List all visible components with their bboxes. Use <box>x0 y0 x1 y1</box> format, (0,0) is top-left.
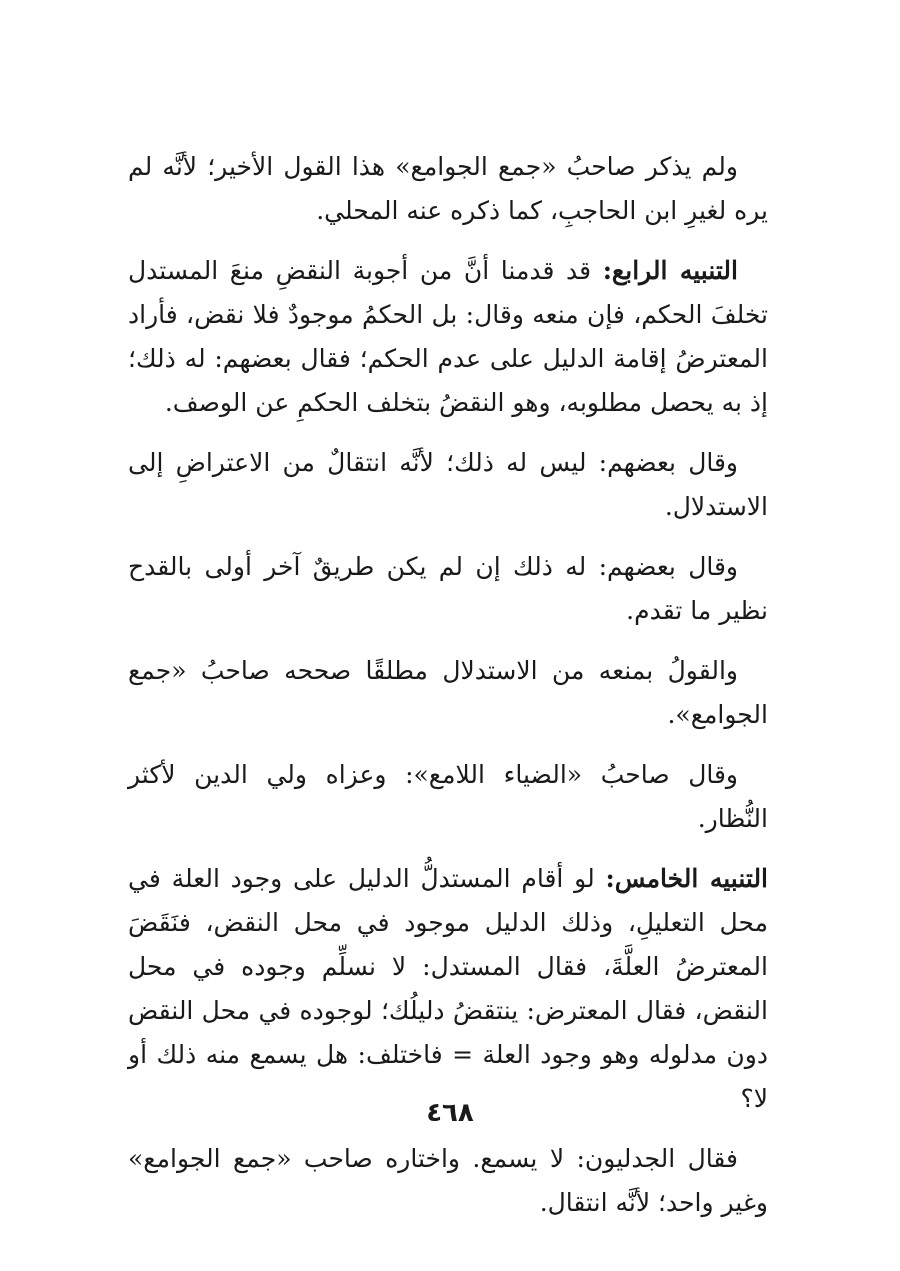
paragraph-6 <box>128 753 768 841</box>
page-number: ٤٦٨ <box>426 1098 474 1128</box>
paragraph-7 <box>128 857 768 1121</box>
page-body <box>128 145 768 1241</box>
paragraph-2-text: قد قدمنا أنَّ من أجوبة النقضِ منعَ المستدل تخلفَ الحكم، فإن منعه وقال: بل الحكمُ موجودٌ فلا نقض، فأراد المعترضُ إقامة الدليل على عدم الحكم؛ فقال بعضهم: له ذلك؛ إذ به يحصل مطلوبه، وهو النقضُ بتخلف الحكمِ عن الوصف. <box>128 256 768 417</box>
paragraph-3 <box>128 441 768 529</box>
paragraph-3-text: وقال بعضهم: ليس له ذلك؛ لأنَّه انتقالٌ من الاعتراضِ إلى الاستدلال. <box>128 448 768 521</box>
paragraph-6-text: وقال صاحبُ «الضياء اللامع»: وعزاه ولي الدين لأكثر النُّظار. <box>128 760 768 833</box>
paragraph-4-text: وقال بعضهم: له ذلك إن لم يكن طريقٌ آخر أولى بالقدح نظير ما تقدم. <box>128 552 768 625</box>
paragraph-5 <box>128 649 768 737</box>
paragraph-8 <box>128 1137 768 1225</box>
paragraph-8-text: فقال الجدليون: لا يسمع. واختاره صاحب «جمع الجوامع» وغير واحد؛ لأنَّه انتقال. <box>128 1144 768 1217</box>
paragraph-5-text: والقولُ بمنعه من الاستدلال مطلقًا صححه صاحبُ «جمع الجوامع». <box>128 656 768 729</box>
paragraph-7-heading: التنبيه الخامس: <box>605 864 769 893</box>
paragraph-1 <box>128 145 768 233</box>
paragraph-2-heading: التنبيه الرابع: <box>602 256 738 285</box>
paragraph-1-text: ولم يذكر صاحبُ «جمع الجوامع» هذا القول الأخير؛ لأنَّه لم يره لغيرِ ابن الحاجبِ، كما ذكره عنه المحلي. <box>128 152 768 225</box>
paragraph-7-text: لو أقام المستدلُّ الدليل على وجود العلة في محل التعليلِ، وذلك الدليل موجود في محل النقض، فنَقَضَ المعترضُ العلَّةَ، فقال المستدل: لا نسلِّم وجوده في محل النقض، فقال المعترض: ينتقضُ دليلُك؛ لوجوده في محل النقض دون مدلوله وهو وجود العلة = فاختلف: هل يسمع منه ذلك أو لا؟ <box>128 864 768 1113</box>
paragraph-4 <box>128 545 768 633</box>
paragraph-2 <box>128 249 768 425</box>
